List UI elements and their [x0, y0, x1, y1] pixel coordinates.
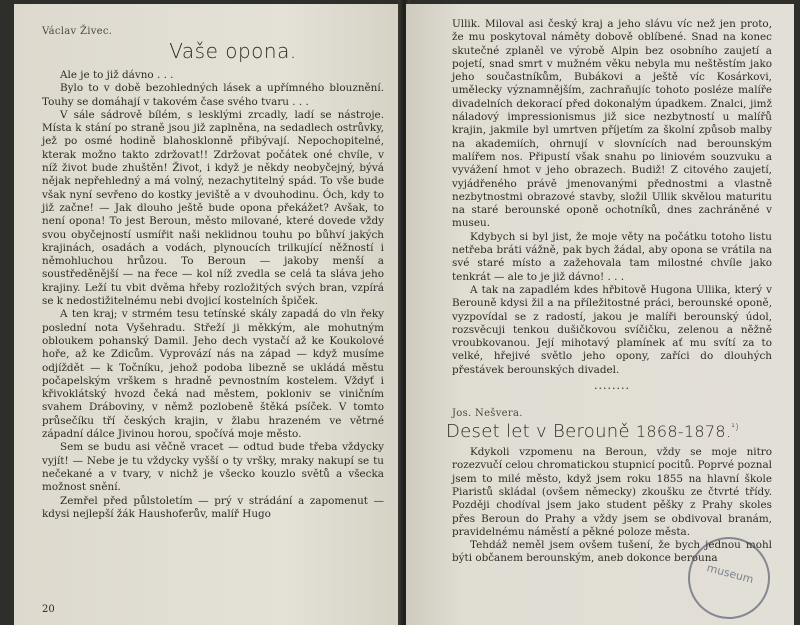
paragraph: Ullik. Miloval asi český kraj a jeho slávu víc než jen proto, že mu poskytoval náměty dobově oblíbené. Snad na konec skutečné zplaněl ve výrobě Alpin bez osobního zaujetí a pojetí, snad smrt v mužném věku nebyla mu neštěstím jako jeho součastníkům, Bubákovi a ještě víc Kosárkovi, umělecky významnějším, zachraňujíc tohoto posléze malíře divadelních dekorací před dokonalým úpadkem. Znalci, jimž náladový impressionismus již sice nezbytností u malířů krajin, jakmile byl umrtven příjetím za školní způsob malby na akademiích, ohrnují v slovnících nad berounským malířem nos. Připustí však snahu po liniovém souzvuku a vyvážení hmot v jeho obrazech. Budiž! Z citového zaujetí, vyjádřeného právě jmenovanými přednostmi a vlastně nezbytnostmi obrazové stavby, složil Ullik skvělou maturitu na staré berounské oponě ochotníků, dnes zachráněné v museu. [452, 18, 772, 230]
page-number: 20 [42, 604, 55, 615]
paragraph: A ten kraj; v strmém tesu tetínské skály zapadá do vln řeky poslední nota Vyšehradu. Střeží ji měkkým, ale mohutným obloukem pohanský Damil. Jeho dech vystačí až ke Koukolové hoře, až ke Zdicům. Vyprovází nás na západ — když musíme odjíždět — k Točníku, jehož podoba libezně se ukládá městu počapelským vrškem s hradně pevnostním kostelem. Vždyť i křivoklátský hvozd čeká nad městem, pokloniv se viničním svahem Dráboviny, v němž pozlobeně štěká psíček. V tomto průsečíku tří českých krajin, v žlabu hrazeném ve větrné západní dálce Jivinou horou, spočívá moje město. [42, 308, 384, 441]
paragraph: Kdybych si byl jist, že moje věty na počátku totoho listu netřeba bráti vážně, pak bych žádal, aby opona se vrátila na své staré místo a zažehovala tam milostné chvíle jako tenkrát — ale to je již dávno! . . . [452, 230, 772, 283]
paragraph: A tak na zapadlém kdes hřbitově Hugona Ullika, který v Berouně kdysi žil a na příležitostné práci, berounské oponě, vyzpovídal se z radostí, jakou je malíři berounský údol, rozsvěcuji tenkou dušičkovou svíčičku, zelenou a něžně vroubkovanou. Její mihotavý plamínek ať mu svítí za to velké, hřejivé světlo jeho opony, zaříci do dlouhých přestávek berounských divadel. [452, 283, 772, 376]
author-name: Václav Živec. [42, 26, 113, 37]
second-article-title-years: 1868-1878. [635, 422, 732, 442]
stamp-text: museum [705, 561, 755, 587]
second-author-name: Jos. Nešvera. [452, 408, 523, 420]
paragraph: Zemřel před půlstoletím — prý v strádání a zapomenut — kdysi nejlepší žák Haushoferův, malíř Hugo [42, 494, 384, 520]
article-title: Vaše opona. [169, 39, 297, 63]
second-article-title-text: Deset let v Berouně [446, 421, 630, 443]
section-separator: ........ [594, 379, 630, 393]
footnote-marker: ¹) [731, 423, 739, 434]
right-page-body-top [452, 18, 772, 377]
right-page [406, 4, 794, 625]
paragraph: Sem se budu asi věčně vracet — odtud bude třeba vždycky vyjít! — Nebe je tu vždycky vyšší o ty vršky, mraky nakupí se tu nečekané a v tvary, v nichž je všecko kouzlo světů a všecka možnost snění. [42, 441, 384, 494]
left-page [14, 4, 402, 625]
paragraph: V sále sádrově bílém, s lesklými zrcadly, ladí se nástroje. Místa k stání po straně jsou již zaplněna, na sedadlech ostrůvky, jež po osmé hodině blahosklonně přibývají. Nepochopitelné, kterak možno takto zdržovat!! Zdržovat počátek oné chvíle, v níž život bude zhuštěn! Život, i když je někdy neobyčejný, bývá nějak nepřehledný a má volný, nezachytitelný spád. To vše bude však nyní sevřeno do kostky jeviště a v dvouhodinu. Óch, kdy to již začne! — Jak dlouho ještě bude opona překážet? Avšak, to není opona! To jest Beroun, město milované, které dovede vždy svou obyčejností usmířit naši neklidnou touhu po bůhví jakých krajinách, osadách a vodách, plynoucích trilkující něžností i němohluchou hrůzou. To Beroun — jakoby menší a soustředěnější — na řece — kol níž zvedla se celá ta sláva jeho krajiny. Leží tu vbit dvěma hřeby rozložitých svých bran, vzpírá se k nedostižitelnému nebi dvojicí kostelních špiček. [42, 108, 384, 308]
left-page-body [42, 69, 384, 521]
paragraph: Tehdáž neměl jsem ovšem tušení, že bych jednou mohl býti občanem berounským, aneb dokonce berouna [452, 539, 772, 565]
paragraph: Ale je to již dávno . . . [60, 69, 174, 81]
paragraph: Kdykoli vzpomenu na Beroun, vždy se moje nitro rozezvučí celou chromatickou stupnicí pocitů. Poprvé poznal jsem to milé město, když jsem roku 1855 na hlavní škole Piaristů skládal (ovšem německy) zkoušku ze čtvrté třídy. Později chodíval jsem jako student pěšky z Prahy skoles přes Beroun do Prahy a vždy jsem se obdivoval branám, pravidelnému náměstí a pěkné poloze města. [452, 446, 772, 538]
paragraph: Bylo to v době bezohledných lásek a upřímného blouznění. Touhy se domáhají v takovém čase svého tvaru . . . [42, 82, 384, 108]
second-article-title [446, 421, 772, 442]
